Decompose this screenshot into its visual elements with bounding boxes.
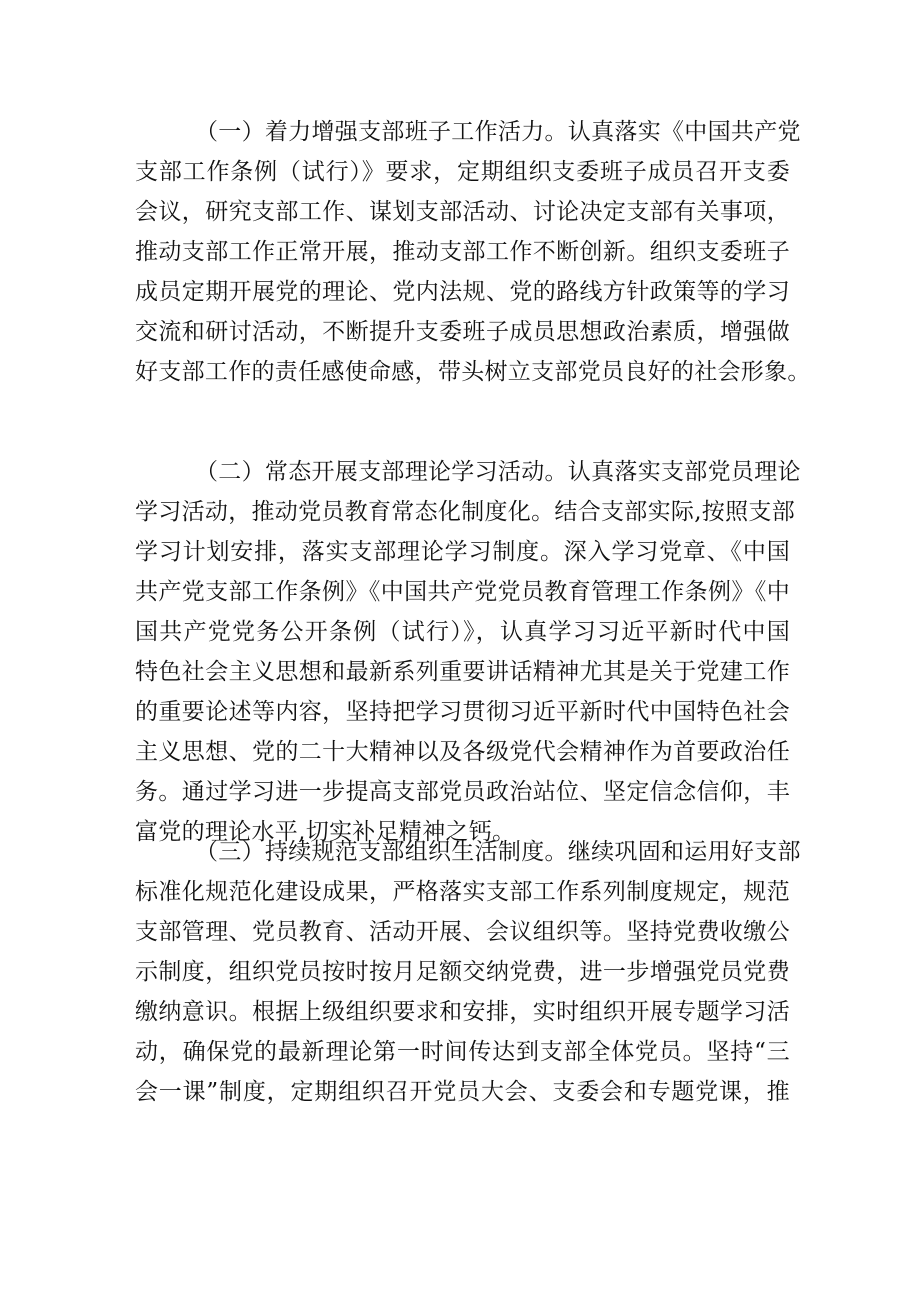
paragraph-line: 缴纳意识。根据上级组织要求和安排，实时组织开展专题学习活 <box>135 999 790 1025</box>
paragraph-line: 学习活动，推动党员教育常态化制度化。结合支部实际,按照支部 <box>135 499 796 525</box>
paragraph-line: 特色社会主义思想和最新系列重要讲话精神尤其是关于党建工作 <box>135 659 790 685</box>
paragraph-line: （一）着力增强支部班子工作活力。认真落实《中国共产党 <box>195 119 801 145</box>
paragraph-line: 成员定期开展党的理论、党内法规、党的路线方针政策等的学习 <box>135 279 790 305</box>
paragraph-1 <box>135 112 811 392</box>
paragraph-line: 好支部工作的责任感使命感，带头树立支部党员良好的社会形象。 <box>135 359 811 385</box>
paragraph-line: 支部工作条例（试行）》要求，定期组织支委班子成员召开支委 <box>135 159 790 185</box>
paragraph-3 <box>135 832 801 1112</box>
paragraph-line: 支部管理、党员教育、活动开展、会议组织等。坚持党费收缴公 <box>135 919 790 945</box>
paragraph-line: 会议，研究支部工作、谋划支部活动、讨论决定支部有关事项， <box>135 199 790 225</box>
paragraph-line: 会一课”制度，定期组织召开党员大会、支委会和专题党课，推 <box>135 1079 790 1105</box>
paragraph-line: （二）常态开展支部理论学习活动。认真落实支部党员理论 <box>195 459 801 485</box>
paragraph-line: 交流和研讨活动，不断提升支委班子成员思想政治素质，增强做 <box>135 319 790 345</box>
paragraph-line: 示制度，组织党员按时按月足额交纳党费，进一步增强党员党费 <box>135 959 790 985</box>
paragraph-line: （三）持续规范支部组织生活制度。继续巩固和运用好支部 <box>195 839 801 865</box>
paragraph-line: 学习计划安排，落实支部理论学习制度。深入学习党章、《中国 <box>135 539 790 565</box>
paragraph-line: 推动支部工作正常开展，推动支部工作不断创新。组织支委班子 <box>135 239 790 265</box>
paragraph-line: 的重要论述等内容，坚持把学习贯彻习近平新时代中国特色社会 <box>135 699 790 725</box>
paragraph-line: 主义思想、党的二十大精神以及各级党代会精神作为首要政治任 <box>135 739 790 765</box>
paragraph-line: 富党的理论水平,切实补足精神之钙。 <box>135 819 516 845</box>
paragraph-line: 国共产党党务公开条例（试行）》，认真学习习近平新时代中国 <box>135 619 790 645</box>
paragraph-line: 务。通过学习进一步提高支部党员政治站位、坚定信念信仰，丰 <box>135 779 790 805</box>
paragraph-line: 动，确保党的最新理论第一时间传达到支部全体党员。坚持“三 <box>135 1039 790 1065</box>
paragraph-line: 标准化规范化建设成果，严格落实支部工作系列制度规定，规范 <box>135 879 790 905</box>
paragraph-line: 共产党支部工作条例》《中国共产党党员教育管理工作条例》《中 <box>135 579 790 605</box>
